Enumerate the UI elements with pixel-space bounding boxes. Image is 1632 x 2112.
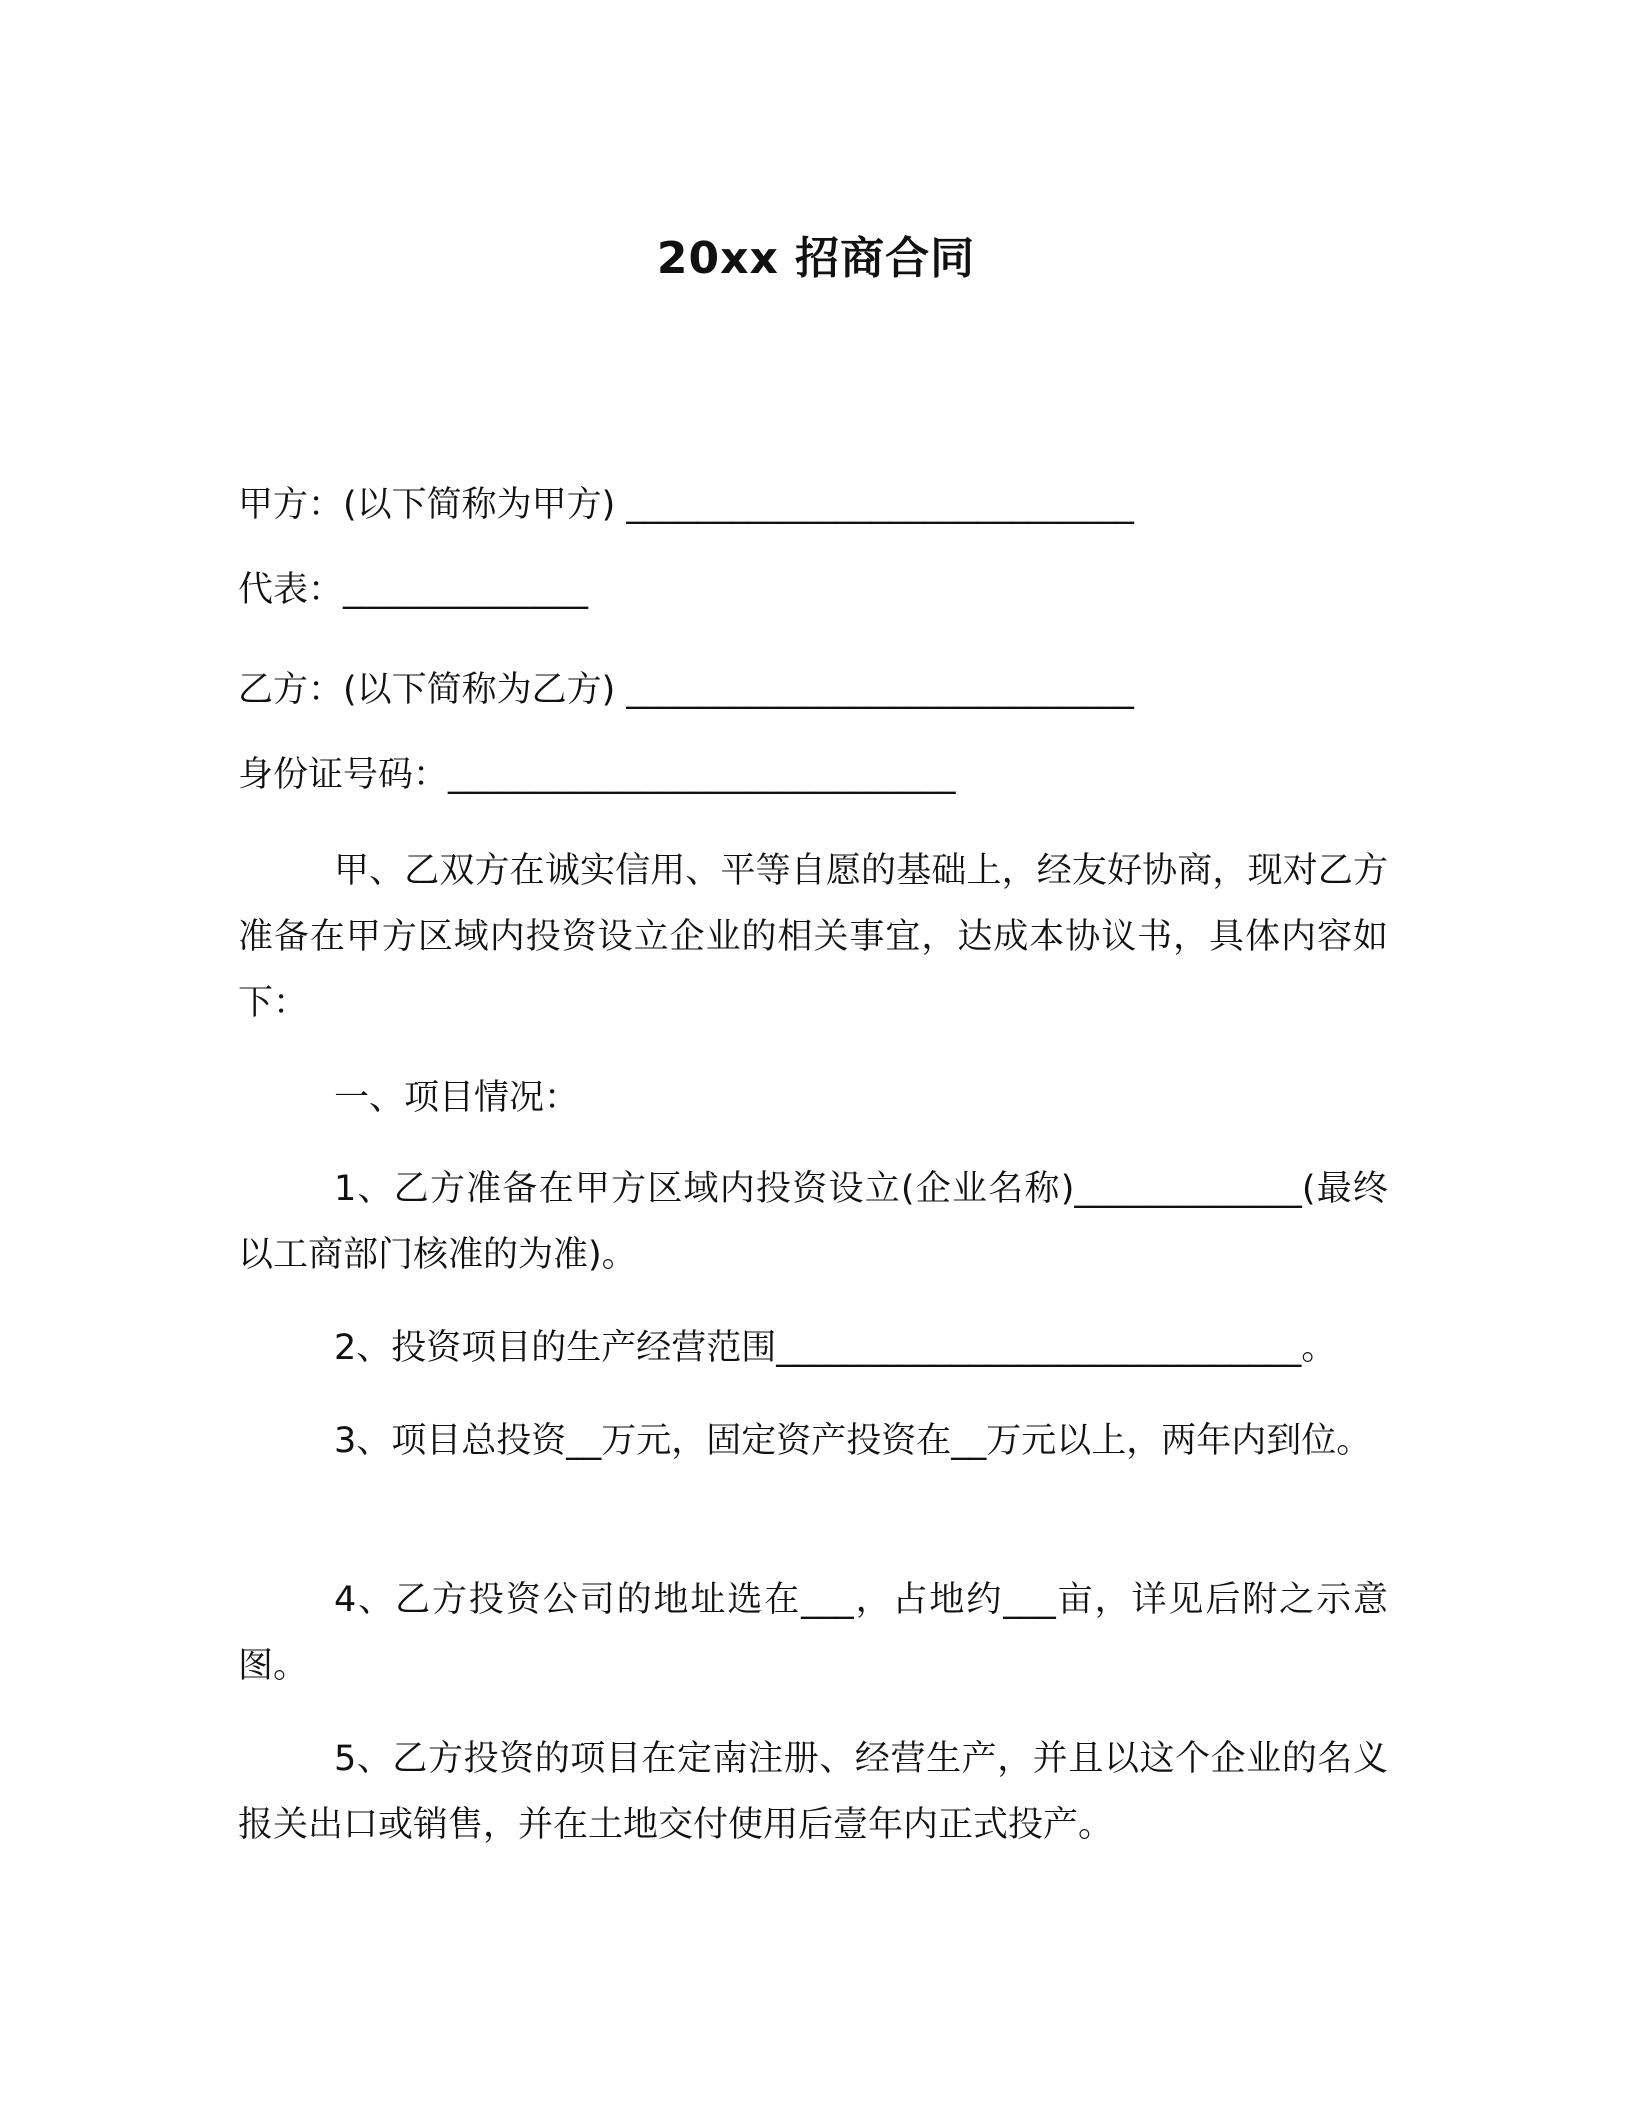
intro-paragraph: 甲、乙双方在诚实信用、平等自愿的基础上，经友好协商，现对乙方准备在甲方区域内投资设立企业的相关事宜，达成本协议书，具体内容如下：	[238, 851, 1388, 1023]
party-b-line: 乙方：(以下简称为乙方) _____________________________	[238, 670, 1134, 710]
document-title: 20xx 招商合同	[656, 233, 976, 284]
id-number-line: 身份证号码：_____________________________	[238, 755, 956, 795]
item-4-paragraph: 4、乙方投资公司的地址选在___，占地约___亩，详见后附之示意图。	[238, 1580, 1388, 1686]
item-2-paragraph: 2、投资项目的生产经营范围______________________________。	[334, 1328, 1337, 1368]
item-5-paragraph: 5、乙方投资的项目在定南注册、经营生产，并且以这个企业的名义报关出口或销售，并在土地交付使用后壹年内正式投产。	[238, 1739, 1388, 1845]
item-1-paragraph: 1、乙方准备在甲方区域内投资设立(企业名称)_____________(最终以工商部门核准的为准)。	[238, 1169, 1388, 1275]
representative-line: 代表：______________	[238, 570, 589, 610]
party-a-line: 甲方：(以下简称为甲方) _____________________________	[238, 485, 1134, 525]
item-3-paragraph: 3、项目总投资__万元，固定资产投资在__万元以上，两年内到位。	[334, 1421, 1372, 1461]
section-1-heading: 一、项目情况：	[334, 1078, 580, 1118]
